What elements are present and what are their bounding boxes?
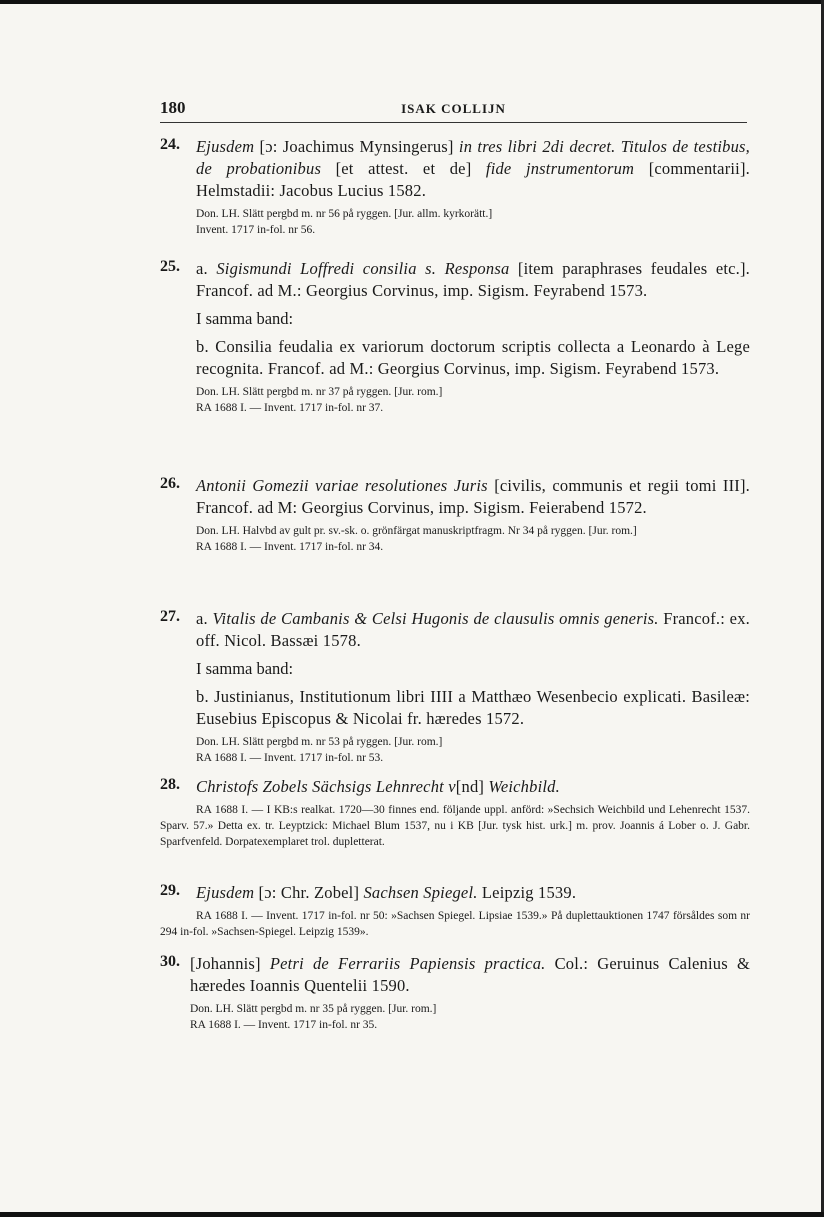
same-band-label: I samma band: [196, 309, 294, 328]
entry-note: RA 1688 I. — Invent. 1717 in-fol. nr 35. [190, 1019, 378, 1031]
entry-subtitle: b. Consilia feudalia ex variorum doctorum scriptis collecta a Leonardo à Lege recognita. Francof. ad M.: Georgius Corvinus, imp. Sigism. Feyrabend 1573. [196, 337, 750, 378]
scan-border-top [0, 0, 824, 4]
page-number: 180 [160, 98, 186, 117]
entry-26 [160, 475, 750, 555]
entry-number: 25. [160, 258, 180, 275]
entry-note: RA 1688 I. — I KB:s realkat. 1720—30 finnes end. följande uppl. anförd: »Sechsich Weichbild und Lehenrecht 1537. Sparv. 57.» Detta ex. tr. Leyptzick: Michael Blum 1537, nu i KB [Jur. tysk hist. urk.] m. prov. Joannis á Lober o. J. Gabr. Sparfvenfeld. Dorpatexemplaret trol. dupletterat. [160, 804, 750, 848]
same-band-label: I samma band: [196, 659, 294, 678]
entry-note: Don. LH. Slätt pergbd m. nr 56 på ryggen. [Jur. allm. kyrkorätt.] [196, 208, 493, 220]
entry-number: 30. [160, 953, 180, 970]
page-header [160, 96, 747, 123]
entry-title: [Johannis] Petri de Ferrariis Papiensis practica. Col.: Geruinus Calenius & hæredes Ioannis Quentelii 1590. [190, 954, 750, 995]
entry-note: Invent. 1717 in-fol. nr 56. [196, 224, 316, 236]
entry-note: Don. LH. Slätt pergbd m. nr 35 på ryggen. [Jur. rom.] [190, 1003, 437, 1015]
entry-29 [160, 882, 750, 940]
entry-note: Don. LH. Slätt pergbd m. nr 37 på ryggen. [Jur. rom.] [196, 386, 443, 398]
entry-28 [160, 776, 750, 850]
entry-title: Christofs Zobels Sächsigs Lehnrecht v[nd] Weichbild. [196, 777, 560, 796]
entry-30 [160, 953, 750, 1033]
entry-number: 26. [160, 475, 180, 492]
entry-27 [160, 608, 750, 766]
running-title: ISAK COLLIJN [401, 101, 506, 116]
entry-number: 27. [160, 608, 180, 625]
scan-border-bottom [0, 1212, 824, 1217]
entry-number: 28. [160, 776, 180, 793]
entry-number: 29. [160, 882, 180, 899]
entry-number: 24. [160, 136, 180, 153]
entry-title: Ejusdem [ɔ: Joachimus Mynsingerus] in tres libri 2di decret. Titulos de testibus, de probationibus [et attest. et de] fide jnstrumentorum [commentarii]. Helmstadii: Jacobus Lucius 1582. [196, 137, 750, 200]
entry-title: Antonii Gomezii variae resolutiones Juris [civilis, communis et regii tomi III]. Francof. ad M: Georgius Corvinus, imp. Sigism. Feierabend 1572. [196, 476, 751, 517]
entry-note: RA 1688 I. — Invent. 1717 in-fol. nr 37. [196, 402, 384, 414]
entry-note: RA 1688 I. — Invent. 1717 in-fol. nr 50: »Sachsen Spiegel. Lipsiae 1539.» På duplettauktionen 1747 försåldes som nr 294 in-fol. »Sachsen-Spiegel. Leipzig 1539». [160, 910, 750, 938]
entry-25 [160, 258, 750, 416]
entry-subtitle: b. Justinianus, Institutionum libri IIII a Matthæo Wesenbecio explicati. Basileæ: Eusebius Episcopus & Nicolai fr. hæredes 1572. [196, 687, 750, 728]
entry-note: Don. LH. Slätt pergbd m. nr 53 på ryggen. [Jur. rom.] [196, 736, 443, 748]
entry-title: a. Sigismundi Loffredi consilia s. Responsa [item paraphrases feudales etc.]. Francof. ad M.: Georgius Corvinus, imp. Sigism. Feyrabend 1573. [196, 259, 750, 300]
entry-note: RA 1688 I. — Invent. 1717 in-fol. nr 53. [196, 752, 384, 764]
entry-note: RA 1688 I. — Invent. 1717 in-fol. nr 34. [196, 541, 384, 553]
entry-note: Don. LH. Halvbd av gult pr. sv.-sk. o. grönfärgat manuskriptfragm. Nr 34 på ryggen. [Jur. rom.] [196, 525, 637, 537]
entry-title: a. Vitalis de Cambanis & Celsi Hugonis de clausulis omnis generis. Francof.: ex. off. Nicol. Bassæi 1578. [196, 609, 750, 650]
entry-24 [160, 136, 750, 238]
entry-title: Ejusdem [ɔ: Chr. Zobel] Sachsen Spiegel. Leipzig 1539. [196, 883, 577, 902]
